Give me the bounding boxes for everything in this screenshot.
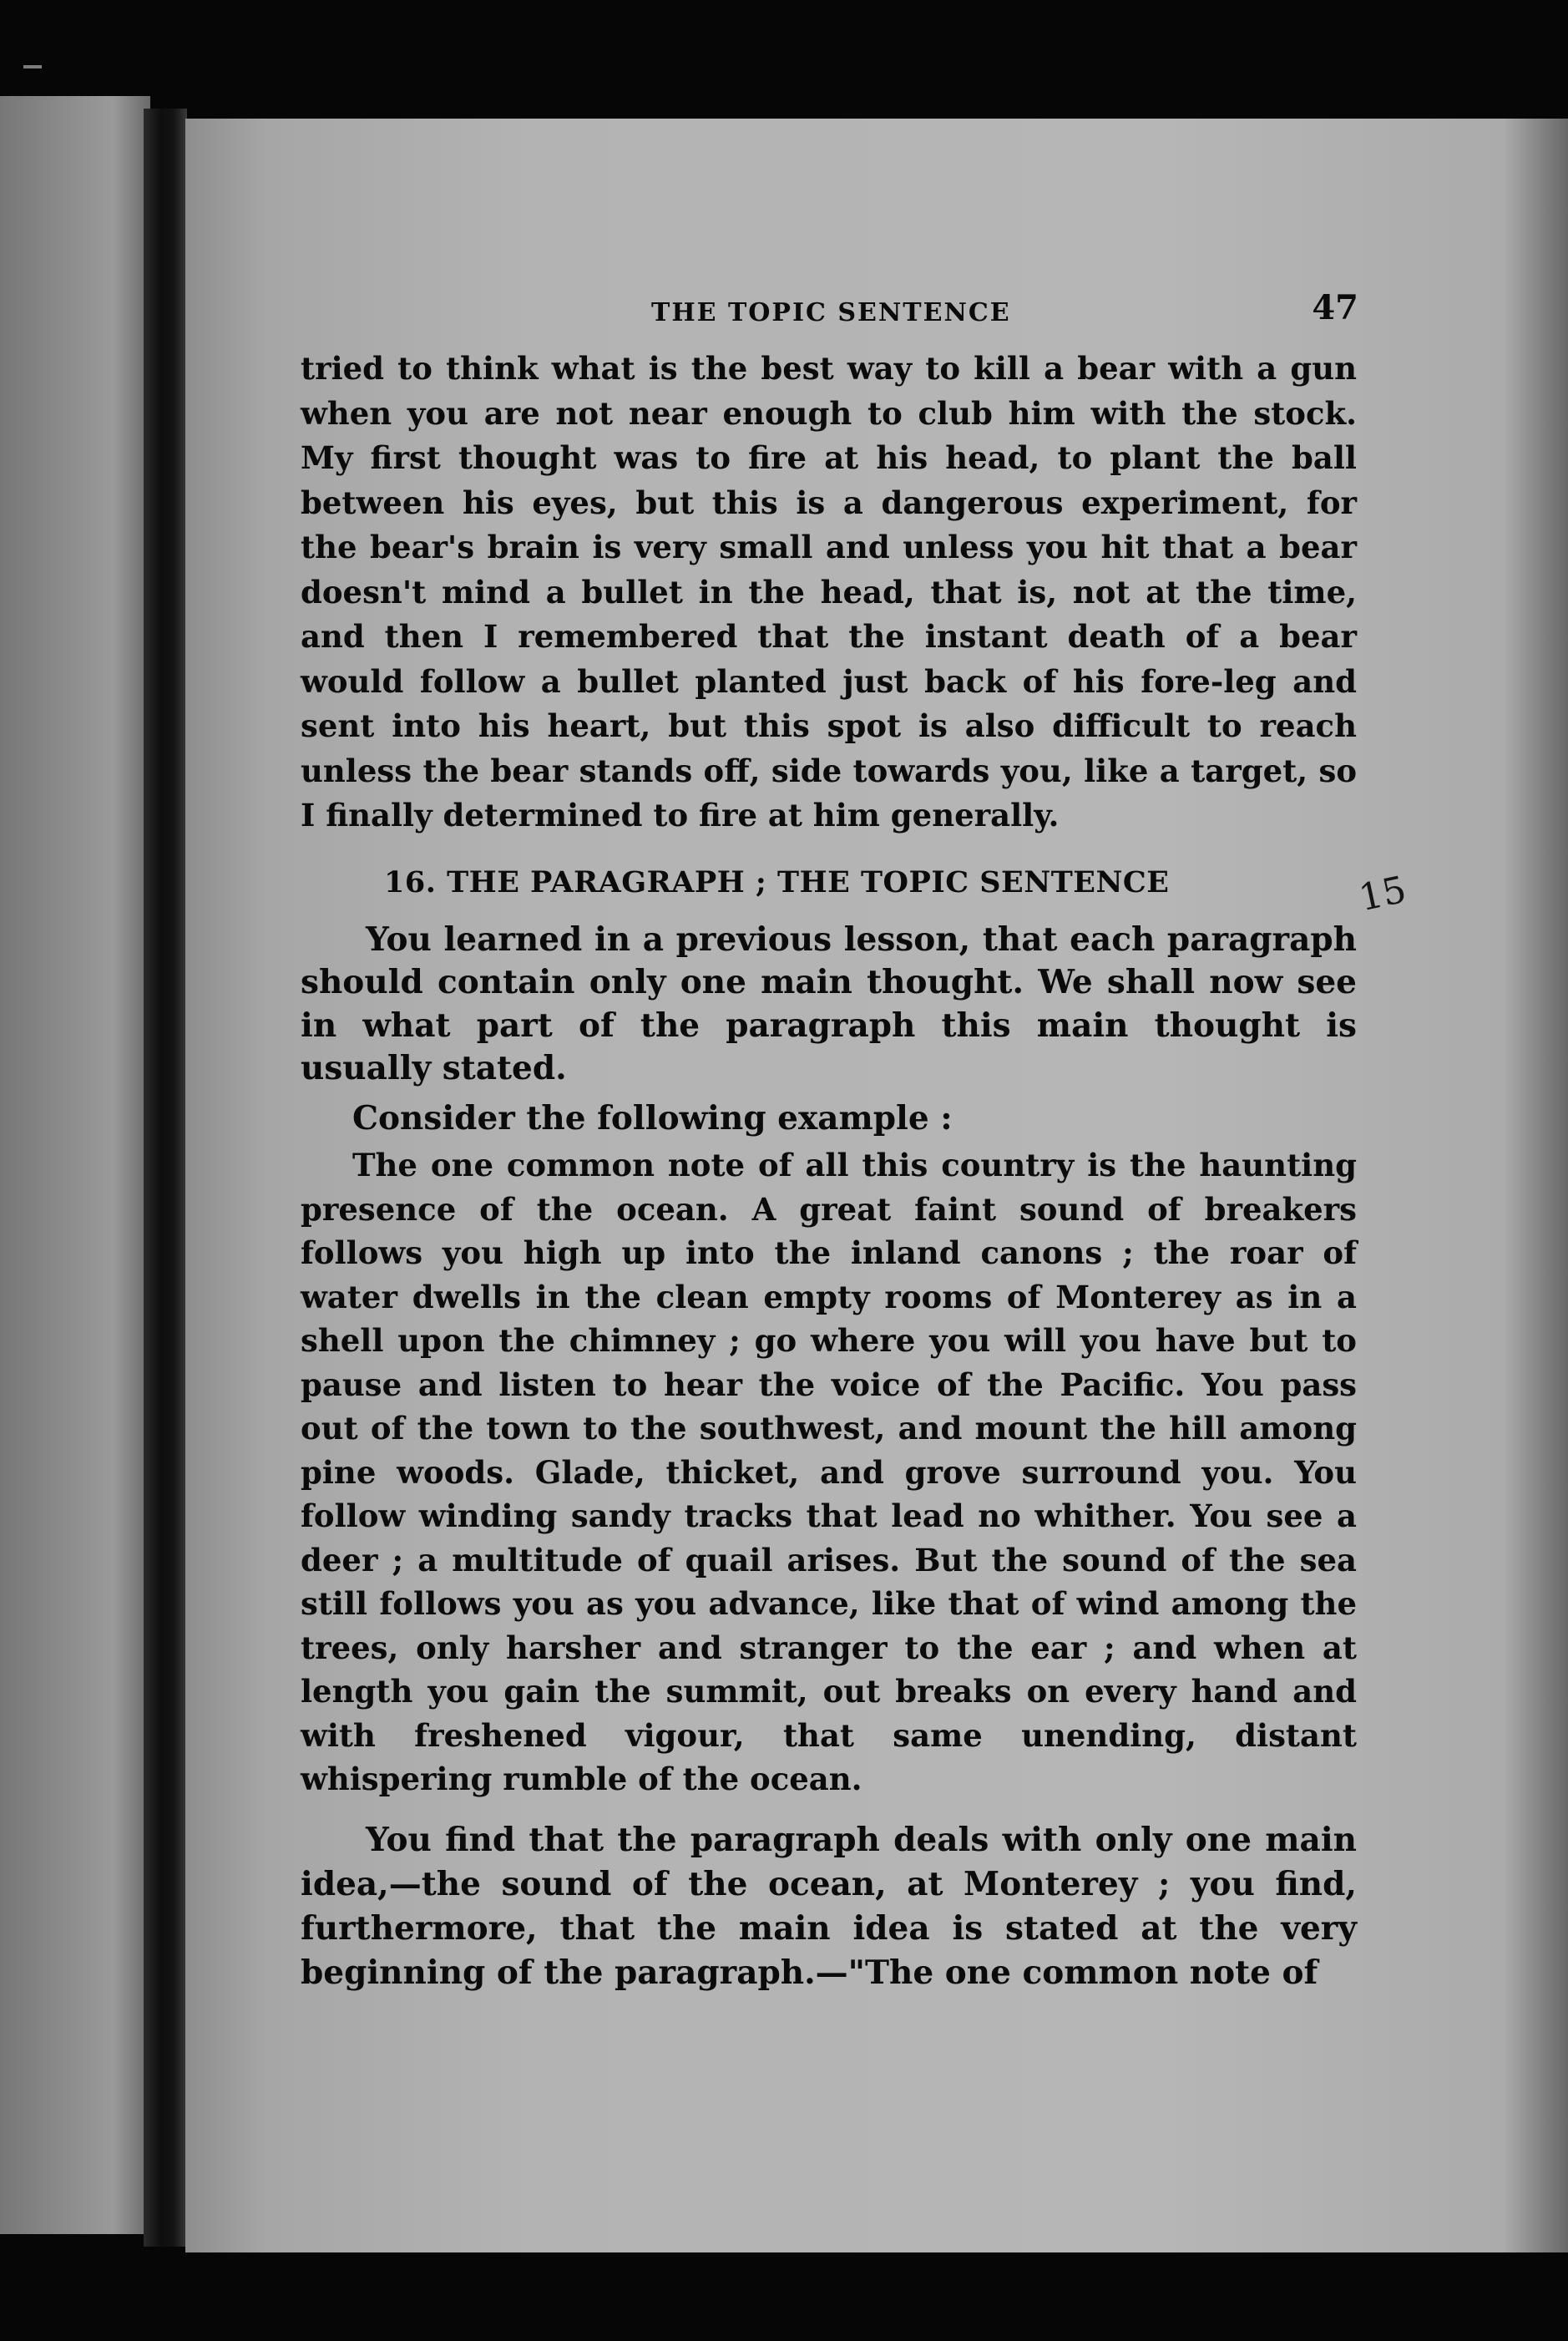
- section-heading: 16. THE PARAGRAPH ; THE TOPIC SENTENCE: [384, 864, 1170, 899]
- book-gutter: [144, 109, 187, 2247]
- consider-line: Consider the following example :: [352, 1098, 953, 1138]
- page-header: [301, 288, 1357, 347]
- right-page-shadow: [1503, 119, 1568, 2252]
- left-page-edge: [0, 96, 150, 2234]
- film-edge-mark: [23, 65, 42, 68]
- page-number: 47: [1312, 288, 1358, 327]
- conclusion-paragraph: You find that the paragraph deals with only one main idea,—the sound of the ocean, at Monterey ; you find, furthermore, that the main idea is stated at the very beginning of the paragraph.—"The one common note of: [301, 1820, 1357, 1992]
- handwritten-margin-note: 15: [1355, 868, 1410, 920]
- intro-paragraph: You learned in a previous lesson, that each paragraph should contain only one main thought. We shall now see in what part of the paragraph this main thought is usually stated.: [301, 920, 1357, 1087]
- page-text-block: [301, 288, 1357, 1995]
- continuation-paragraph: tried to think what is the best way to kill a bear with a gun when you are not near enough to club him with the stock. My first thought was to fire at his head, to plant the ball between his eyes, but this is a dangerous experiment, for the bear's brain is very small and unless you hit that a bear doesn't mind a bullet in the head, that is, not at the time, and then I remembered that the instant death of a bear would follow a bullet planted just back of his fore-leg and sent into his heart, but this spot is also difficult to reach unless the bear stands off, side towards you, like a target, so I finally determined to fire at him generally.: [301, 350, 1357, 834]
- running-head: THE TOPIC SENTENCE: [651, 298, 1011, 327]
- example-paragraph: The one common note of all this country is the haunting presence of the ocean. A great faint sound of breakers follows you high up into the inland canons ; the roar of water dwells in the clean empty rooms of Monterey as in a shell upon the chimney ; go where you will you have but to pause and listen to hear the voice of the Pacific. You pass out of the town to the southwest, and mount the hill among pine woods. Glade, thicket, and grove surround you. You follow winding sandy tracks that lead no whither. You see a deer ; a multitude of quail arises. But the sound of the sea still follows you as you advance, like that of wind among the trees, only harsher and stranger to the ear ; and when at length you gain the summit, out breaks on every hand and with freshened vigour, that same unending, distant whispering rumble of the ocean.: [301, 1147, 1357, 1797]
